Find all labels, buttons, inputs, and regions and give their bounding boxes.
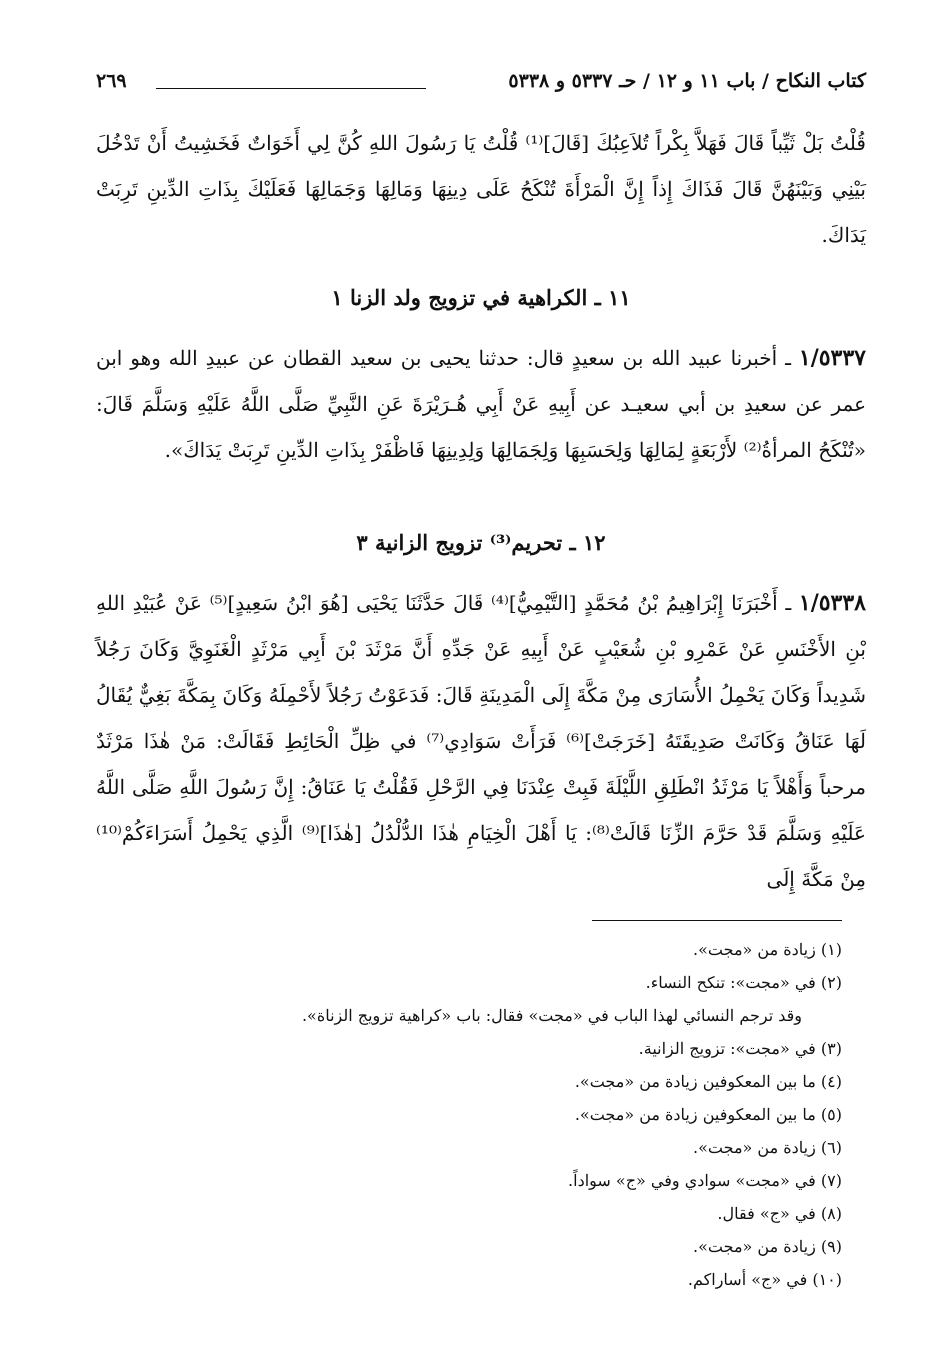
footnotes [72,935,842,1298]
footnote [72,935,842,968]
hadith-number: ١/٥٣٣٨ [798,590,866,616]
footnote-number: (٤) [820,1072,842,1091]
footnote-number: (٨) [820,1204,842,1223]
hadith-text: ـ أَخْبَرَنَا إِبْرَاهِيمُ بْنُ مُحَمَّدٍ [التَّيْمِيُّ]⁽⁴⁾ قَالَ حَدَّثَنَا يَحْيَى [هُوَ ابْنُ سَعِيدٍ]⁽⁵⁾ عَنْ عُبَيْدِ اللهِ بْنِ الأَخْنَسِ عَنْ عَمْرِو بْنِ شُعَيْبٍ عَنْ أَبِيهِ عَنْ جَدِّهِ أَنَّ مَرْثَدَ بْنَ أَبِي مَرْثَدٍ الْغَنَوِيَّ وَكَانَ رَجُلاً شَدِيداً وَكَانَ يَحْمِلُ الأُسَارَى مِنْ مَكَّةَ إِلَى الْمَدِينَةِ قَالَ: فَدَعَوْتُ رَجُلاً لأَحْمِلَهُ وَكَانَ بِمَكَّةَ بَغِيٌّ يُقَالُ لَهَا عَنَاقُ وَكَانَتْ صَدِيقَتَهُ [خَرَجَتْ]⁽⁶⁾ فَرَأَتْ سَوَادِي⁽⁷⁾ في ظِلِّ الْحَائِطِ فَقَالَتْ: مَنْ هٰذَا مَرْثَدٌ مرحباً وَأَهْلاً يَا مَرْثَدُ انْطَلِقِ اللَّيْلَةَ فَبِتْ عِنْدَنَا فِي الرَّحْلِ فَقُلْتُ يَا عَنَاقُ: إِنَّ رَسُولَ اللَّهِ صَلَّى اللَّهُ عَلَيْهِ وَسَلَّمَ قَدْ حَرَّمَ الزِّنَا قَالَتْ⁽⁸⁾: يَا أَهْلَ الْخِيَامِ هٰذَا الدُّلْدُلُ [هٰذَا]⁽⁹⁾ الَّذِي يَحْمِلُ أَسَرَاءَكُمْ⁽¹⁰⁾ مِنْ مَكَّةَ إِلَى [96,591,867,891]
footnote-number: (١) [820,940,842,959]
chapter-heading-11: ١١ ـ الكراهية في تزويج ولد الزنا ١ [331,285,631,310]
footnote-text: في «ج» فقال. [717,1204,816,1223]
footnote [72,1265,842,1298]
footnote-text: زيادة من «مجت». [693,940,816,959]
footnote [72,1232,842,1265]
paragraph-continuation: قُلْتُ بَلْ ثَيِّباً قَالَ فَهَلاَّ بِكْراً تُلاَعِبُكَ [قَالَ]⁽¹⁾ قُلْتُ يَا رَسُولَ اللهِ كُنَّ لِي أَخَوَاتٌ فَخَشِيتُ أَنْ تَدْخُلَ بَيْنِي وَبَيْنَهُنَّ قَالَ فَذَاكَ إِذاً إِنَّ الْمَرْأَةَ تُنْكَحُ عَلَى دِينِهَا وَمَالِهَا وَجَمَالِهَا فَعَلَيْكَ بِذَاتِ الدِّينِ تَرِبَتْ يَدَاكَ. [96,131,866,247]
footnote [72,1199,842,1232]
footnote-text: زيادة من «مجت». [693,1237,816,1256]
chapter-heading-12: ١٢ ـ تحريم⁽³⁾ تزويج الزانية ٣ [356,530,606,555]
footnote [72,968,842,1001]
footnote-number: (٥) [820,1105,842,1124]
hadith-5337 [96,335,866,473]
footnote-separator [592,920,842,921]
footnote-text: في «مجت»: تنكح النساء. [645,973,816,992]
running-title: كتاب النكاح / باب ١١ و ١٢ / حـ ٥٣٣٧ و ٥٣٣٨ [508,70,866,92]
footnote [72,1166,842,1199]
footnote-number: (٣) [820,1039,842,1058]
footnote-text: في «مجت» سوادي وفي «ج» سواداً. [568,1171,816,1190]
header-rule [156,88,426,89]
footnote-text: في «ج» أساراكم. [687,1270,808,1289]
page-header [96,70,866,110]
footnote-number: (٧) [820,1171,842,1190]
hadith-5338 [96,580,866,902]
footnote-note [72,1001,842,1034]
footnote-text: ما بين المعكوفين زيادة من «مجت». [574,1072,816,1091]
page-number: ٢٦٩ [96,70,127,92]
footnote-number: (٩) [820,1237,842,1256]
footnote [72,1034,842,1067]
hadith-number: ١/٥٣٣٧ [798,345,866,371]
footnote-text: في «مجت»: تزويج الزانية. [638,1039,816,1058]
footnote [72,1133,842,1166]
footnote-text: ما بين المعكوفين زيادة من «مجت». [574,1105,816,1124]
footnote-text: زيادة من «مجت». [693,1138,816,1157]
footnote-text: وقد ترجم النسائي لهذا الباب في «مجت» فقال: باب «كراهية تزويج الزناة». [301,1006,802,1025]
footnote-number: (٢) [820,973,842,992]
footnote-number: (١٠) [812,1270,842,1289]
footnote-number: (٦) [820,1138,842,1157]
hadith-text: ـ أخبرنا عبيد الله بن سعيدٍ قال: حدثنا يحيى بن سعيد القطان عن عبيدِ الله وهو ابن عمر عن سعيدِ بن أبي سعيـد عن أَبِيهِ عَنْ أَبِي هُـرَيْرَةَ عَنِ النَّبِيِّ صَلَّى اللَّهُ عَلَيْهِ وَسَلَّمَ قَالَ: «تُنْكَحُ المرأةُ⁽²⁾ لأَرْبَعَةٍ لِمَالِهَا وَلِحَسَبِهَا وَلِجَمَالِهَا وَلِدِينِهَا فَاظْفَرْ بِذَاتِ الدِّينِ تَرِبَتْ يَدَاكَ». [96,346,866,462]
footnote [72,1100,842,1133]
footnote [72,1067,842,1100]
